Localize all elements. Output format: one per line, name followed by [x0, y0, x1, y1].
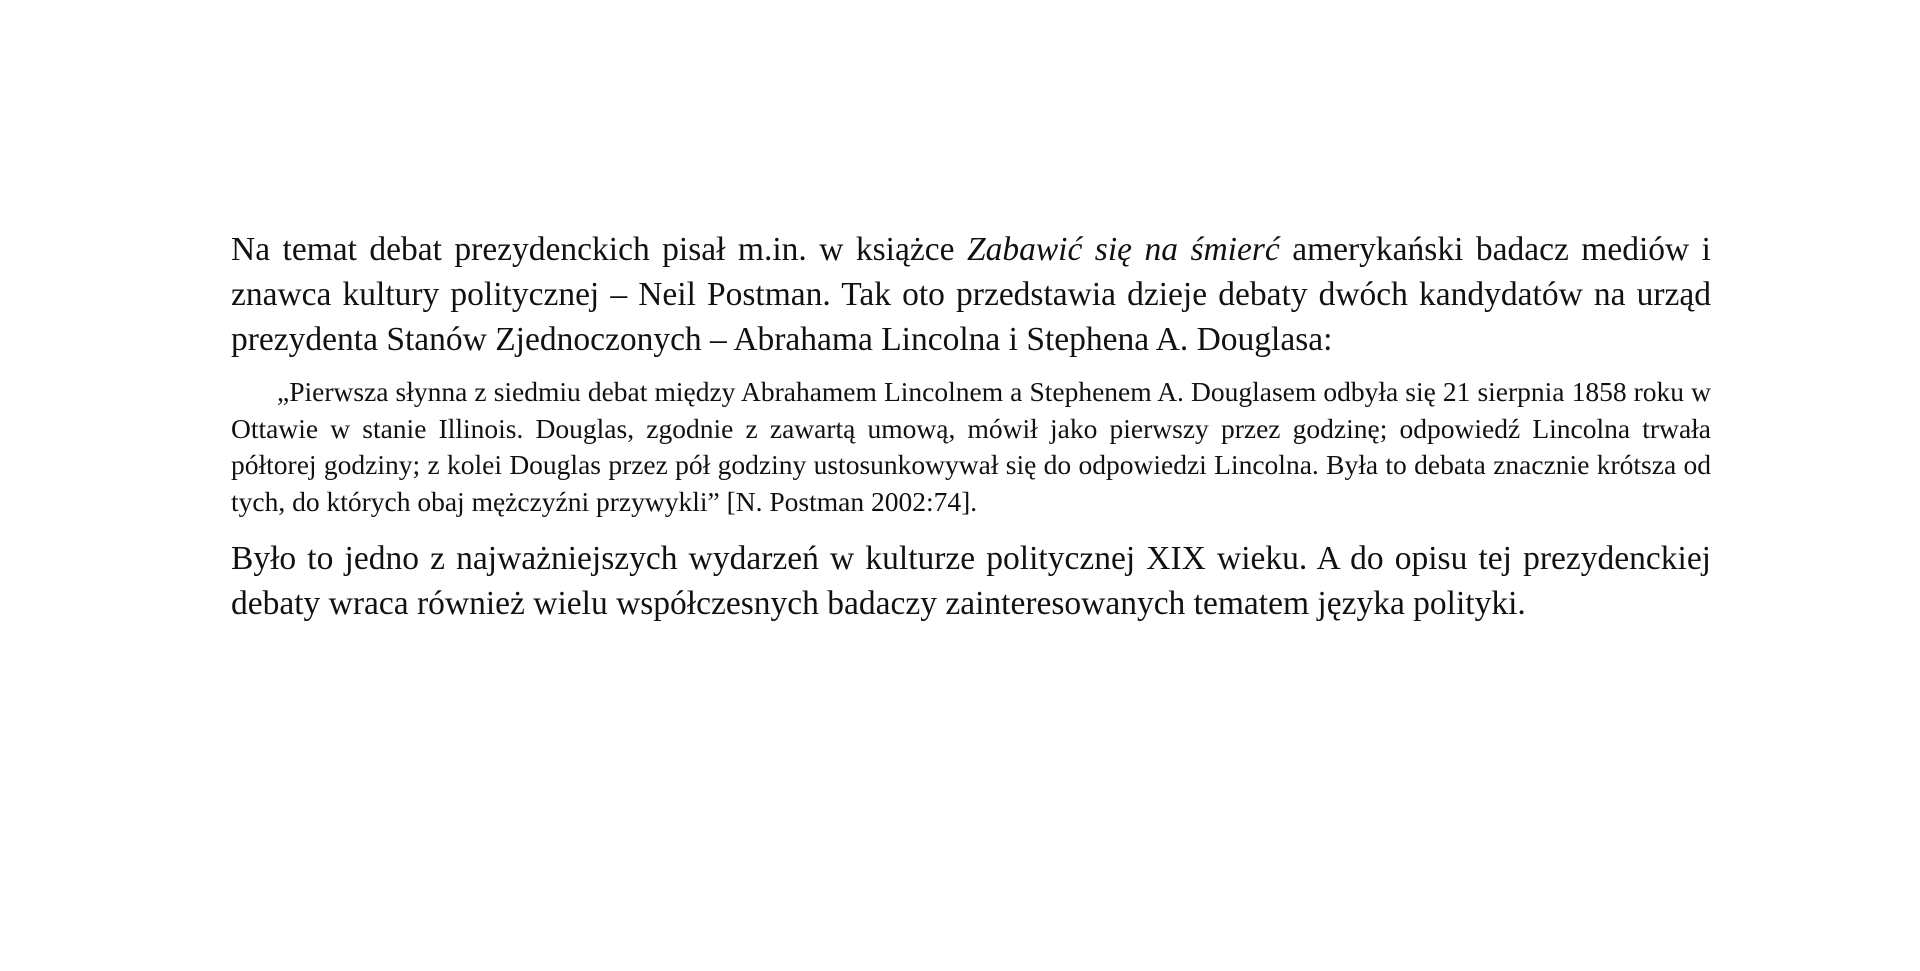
quote-text: „Pierwsza słynna z siedmiu debat między Abrahamem Lincolnem a Stephenem A. Douglasem odbyła się 21 sierpnia 1858 roku w Ottawie w stanie Illinois. Douglas, zgodnie z zawartą umową, mówił jako pierwszy przez godzinę; odpowiedź Lincolna trwała półtorej godziny; z kolei Douglas przez pół godziny ustosunkowywał się do odpowiedzi Lincolna. Była to debata znacznie krótsza od tych, do których obaj mężczyźni przywykli” — [231, 376, 1711, 517]
book-title: Zabawić się na śmierć — [966, 231, 1280, 268]
quote-citation: [N. Postman 2002:74]. — [719, 485, 978, 517]
document-page — [231, 227, 1711, 626]
block-quote — [231, 374, 1711, 520]
intro-text-start: Na temat debat prezydenckich pisał m.in. w książce — [231, 231, 967, 268]
closing-text: Było to jedno z najważniejszych wydarzeń w kulturze politycznej XIX wieku. A do opisu tej prezydenckiej debaty wraca również wielu współczesnych badaczy zainteresowanych tematem języka polityki. — [231, 540, 1711, 623]
intro-text-end: amerykański badacz mediów i znawca kultury politycznej – Neil Postman. Tak oto przedstawia dzieje debaty dwóch kandydatów na urząd prezydenta Stanów Zjednoczonych – Abrahama Lincolna i Stephena A. Douglasa: — [231, 231, 1711, 358]
intro-paragraph — [231, 227, 1711, 362]
closing-paragraph — [231, 536, 1711, 626]
